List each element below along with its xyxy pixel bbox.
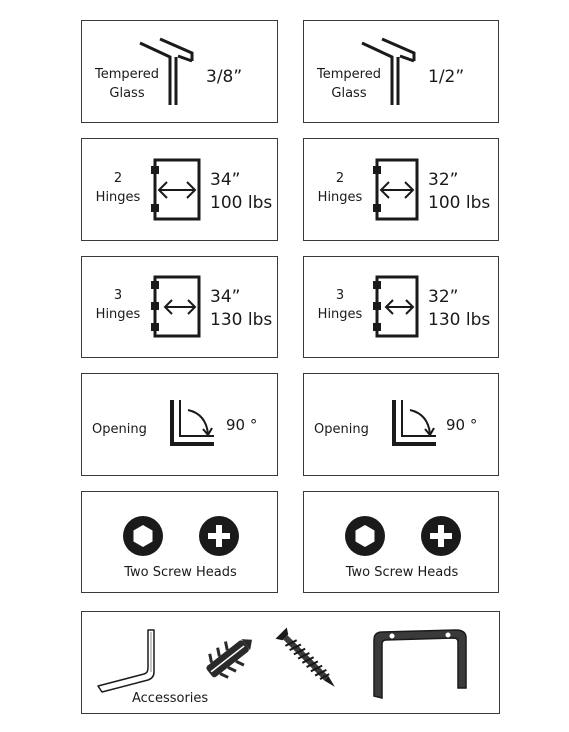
opening-angle-value: 90 ° bbox=[226, 416, 258, 434]
three-hinges-card-left bbox=[81, 256, 278, 358]
tempered-glass-icon bbox=[360, 37, 424, 109]
phillips-screw-head-icon bbox=[197, 514, 241, 558]
glass-thickness-card-left bbox=[81, 20, 278, 123]
hinges-label bbox=[88, 286, 148, 324]
opening-angle-card-right bbox=[303, 373, 499, 476]
hex-screw-head-icon bbox=[121, 514, 165, 558]
door-weight: 130 lbs bbox=[210, 310, 273, 330]
hinges-label bbox=[88, 169, 148, 207]
door-weight: 100 lbs bbox=[210, 193, 273, 213]
screw-heads-label: Two Screw Heads bbox=[124, 565, 237, 580]
three-hinges-card-right bbox=[303, 256, 499, 358]
wood-screw-icon bbox=[268, 620, 348, 700]
opening-label: Opening bbox=[92, 422, 147, 437]
door-spec bbox=[428, 169, 490, 215]
screw-heads-card-left bbox=[81, 491, 278, 593]
opening-label: Opening bbox=[314, 422, 369, 437]
opening-angle-value: 90 ° bbox=[446, 416, 478, 434]
door-width: 32” bbox=[428, 287, 459, 307]
hinges-count: 2 bbox=[113, 171, 123, 186]
door-width: 32” bbox=[428, 170, 459, 190]
hinges-count: 2 bbox=[335, 171, 345, 186]
hinges-label bbox=[310, 286, 370, 324]
mounting-bracket-icon bbox=[368, 626, 472, 704]
glass-thickness-value: 3/8” bbox=[206, 67, 243, 87]
two-hinges-card-right bbox=[303, 138, 499, 241]
accessories-label: Accessories bbox=[132, 691, 209, 706]
door-spec bbox=[428, 286, 490, 332]
hinges-count: 3 bbox=[335, 288, 345, 303]
phillips-screw-head-icon bbox=[419, 514, 463, 558]
opening-angle-card-left bbox=[81, 373, 278, 476]
allen-key-icon bbox=[96, 626, 160, 694]
wall-anchor-icon bbox=[200, 630, 260, 684]
two-hinge-door-icon bbox=[372, 158, 428, 222]
hinges-word: Hinges bbox=[317, 307, 363, 322]
two-hinge-door-icon bbox=[150, 158, 206, 222]
three-hinge-door-icon bbox=[372, 275, 428, 339]
glass-thickness-card-right bbox=[303, 20, 499, 123]
two-hinges-card-left bbox=[81, 138, 278, 241]
hinges-word: Hinges bbox=[95, 307, 141, 322]
glass-thickness-value: 1/2” bbox=[428, 67, 465, 87]
door-width: 34” bbox=[210, 170, 241, 190]
door-spec bbox=[210, 169, 272, 215]
screw-heads-label: Two Screw Heads bbox=[345, 565, 459, 580]
door-weight: 100 lbs bbox=[428, 193, 491, 213]
glass-label-line1: Tempered bbox=[317, 67, 381, 82]
opening-angle-icon bbox=[390, 398, 440, 448]
door-width: 34” bbox=[210, 287, 241, 307]
screw-heads-card-right bbox=[303, 491, 499, 593]
door-spec bbox=[210, 286, 272, 332]
hinges-label bbox=[310, 169, 370, 207]
three-hinge-door-icon bbox=[150, 275, 206, 339]
hex-screw-head-icon bbox=[343, 514, 387, 558]
hinges-word: Hinges bbox=[95, 190, 141, 205]
hinges-count: 3 bbox=[113, 288, 123, 303]
glass-label-line2: Glass bbox=[109, 86, 145, 101]
tempered-glass-icon bbox=[138, 37, 202, 109]
opening-angle-icon bbox=[168, 398, 218, 448]
accessories-card bbox=[81, 611, 500, 714]
glass-label-line1: Tempered bbox=[95, 67, 159, 82]
hinges-word: Hinges bbox=[317, 190, 363, 205]
door-weight: 130 lbs bbox=[428, 310, 491, 330]
glass-label-line2: Glass bbox=[331, 86, 367, 101]
